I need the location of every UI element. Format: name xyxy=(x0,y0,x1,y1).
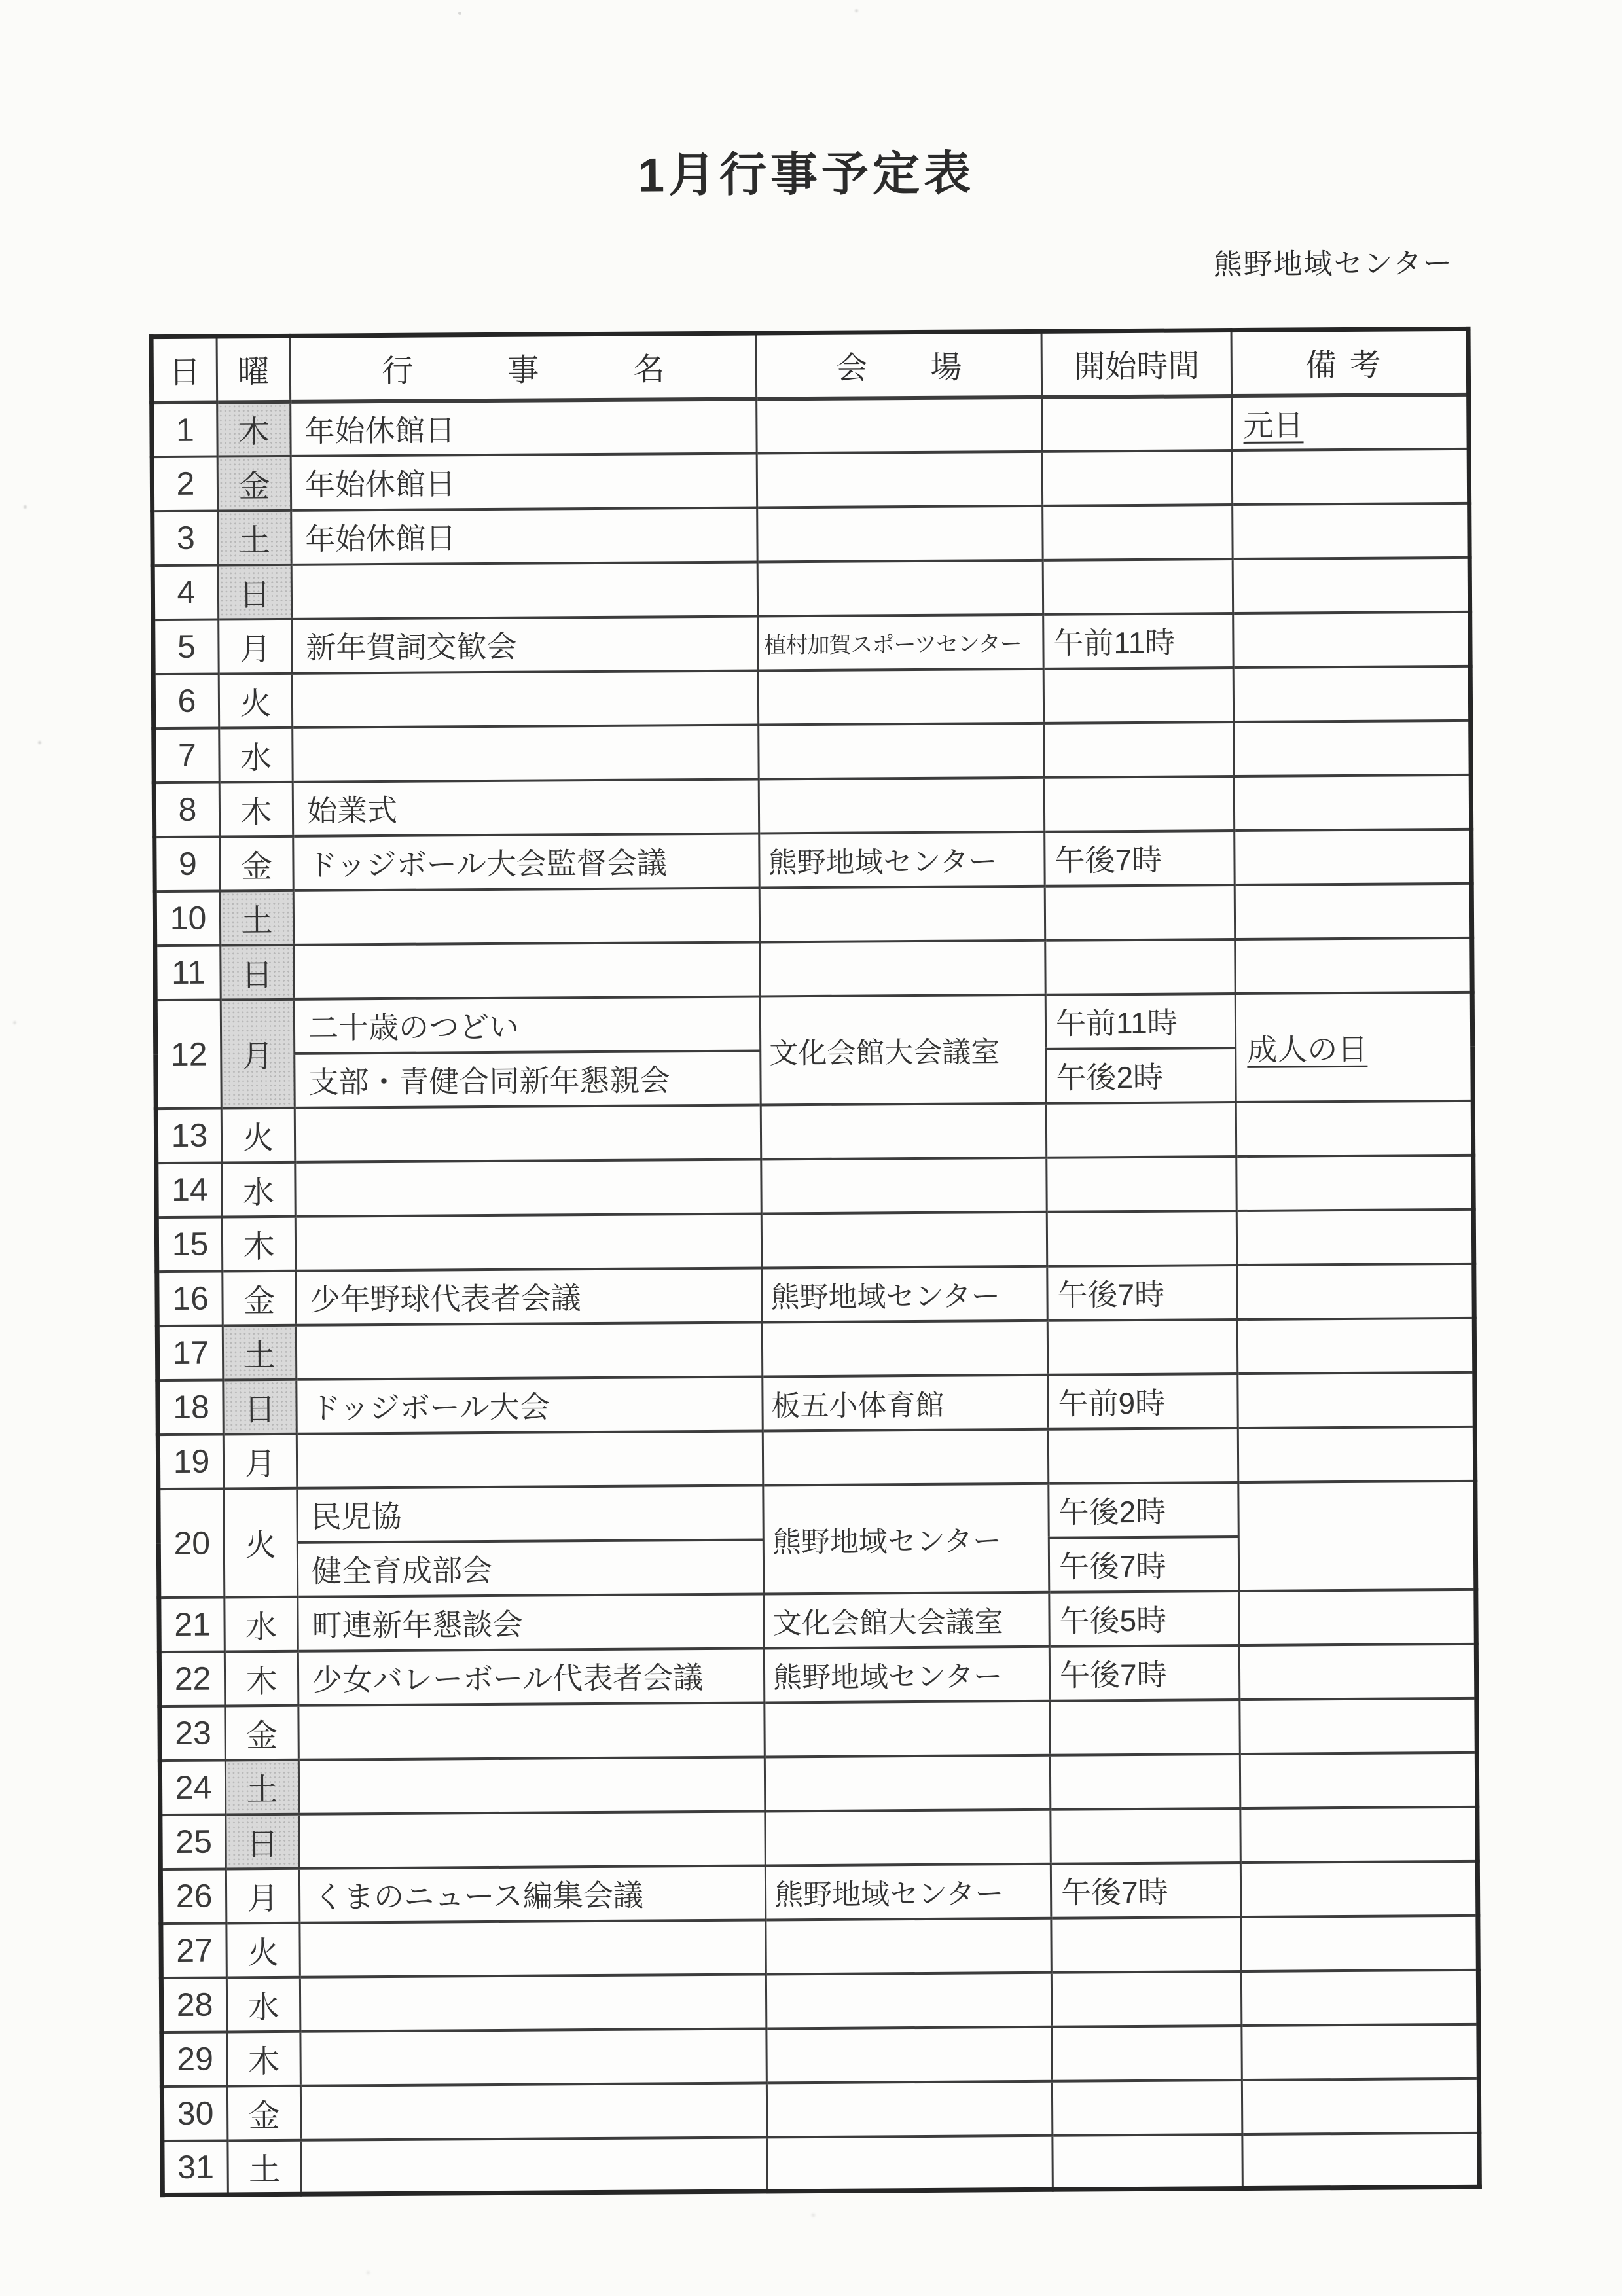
weekday-cell: 火 xyxy=(221,1107,295,1162)
event-cell: 始業式 xyxy=(293,779,759,836)
venue-cell: 文化会館大会議室 xyxy=(764,1592,1049,1648)
time-cell xyxy=(1050,1754,1240,1810)
venue-cell xyxy=(766,1918,1051,1974)
event-cell xyxy=(300,1920,766,1977)
remark-cell xyxy=(1236,1209,1474,1265)
venue-cell xyxy=(765,1700,1050,1757)
venue-cell xyxy=(763,1429,1048,1485)
time-cell: 午後7時 xyxy=(1049,1537,1239,1592)
weekday-cell: 日 xyxy=(221,944,295,999)
venue-cell: 熊野地域センター xyxy=(763,1483,1049,1594)
time-cell xyxy=(1043,559,1233,615)
time-cell: 午前11時 xyxy=(1045,994,1236,1049)
time-cell: 午後2時 xyxy=(1046,1048,1236,1103)
weekday-cell: 金 xyxy=(223,1270,297,1325)
day-cell: 25 xyxy=(160,1814,226,1869)
time-cell xyxy=(1043,668,1234,723)
table-row xyxy=(152,394,1469,456)
weekday-cell: 火 xyxy=(226,1922,300,1977)
table-row xyxy=(156,1155,1473,1217)
time-cell: 午後2時 xyxy=(1049,1482,1239,1538)
remark-cell xyxy=(1236,1100,1473,1156)
weekday-cell: 土 xyxy=(223,1325,297,1380)
time-cell: 午後7時 xyxy=(1051,1863,1241,1918)
time-cell xyxy=(1051,1917,1242,1973)
table-row xyxy=(153,557,1469,619)
event-cell xyxy=(295,1213,761,1270)
page-title: 1月行事予定表 xyxy=(638,147,975,202)
table-row xyxy=(162,2078,1479,2140)
time-cell xyxy=(1046,1102,1236,1158)
event-cell: 健全育成部会 xyxy=(297,1539,763,1596)
event-cell xyxy=(300,1974,766,2031)
day-cell: 8 xyxy=(154,782,220,837)
weekday-cell: 金 xyxy=(225,1705,299,1760)
schedule-table-body xyxy=(152,394,1480,2195)
weekday-cell: 木 xyxy=(217,401,291,456)
day-cell: 12 xyxy=(155,999,221,1109)
event-cell: 新年賀詞交歓会 xyxy=(292,616,758,673)
weekday-cell: 月 xyxy=(226,1868,300,1923)
day-cell: 20 xyxy=(158,1488,225,1598)
day-cell: 4 xyxy=(153,565,219,620)
remark-cell xyxy=(1238,1426,1475,1482)
weekday-cell: 日 xyxy=(218,564,292,619)
event-cell xyxy=(300,2028,766,2085)
weekday-cell: 土 xyxy=(228,2140,302,2195)
time-cell xyxy=(1042,396,1233,452)
time-cell xyxy=(1053,2134,1243,2190)
day-cell: 23 xyxy=(160,1706,226,1761)
table-row xyxy=(157,1318,1474,1380)
header-day: 日 xyxy=(151,336,217,403)
event-cell xyxy=(300,2083,766,2140)
remark-cell xyxy=(1233,666,1471,721)
event-cell: ドッジボール大会監督会議 xyxy=(293,833,759,890)
event-cell xyxy=(292,670,758,727)
time-cell xyxy=(1048,1428,1238,1484)
venue-cell: 植村加賀スポーツセンター xyxy=(758,614,1043,670)
time-cell xyxy=(1043,505,1233,560)
event-cell xyxy=(294,942,760,999)
event-cell xyxy=(298,1702,765,1759)
day-cell: 17 xyxy=(157,1325,223,1380)
day-cell: 16 xyxy=(157,1271,223,1326)
remark-cell xyxy=(1237,1318,1475,1373)
remark-cell xyxy=(1240,1752,1477,1808)
remark-cell xyxy=(1242,2078,1479,2134)
weekday-cell: 木 xyxy=(219,781,293,836)
header-remark: 備考 xyxy=(1231,329,1469,395)
venue-cell xyxy=(766,2026,1052,2083)
event-cell xyxy=(298,1757,765,1814)
time-cell xyxy=(1051,1971,1242,2027)
remark-cell xyxy=(1239,1643,1477,1699)
event-cell xyxy=(293,888,759,944)
time-cell: 午前9時 xyxy=(1048,1374,1238,1429)
event-cell: 支部・青健合同新年懇親会 xyxy=(295,1050,761,1107)
table-header xyxy=(151,329,1469,402)
remark-cell xyxy=(1233,557,1470,613)
venue-cell xyxy=(758,668,1043,725)
weekday-cell: 金 xyxy=(227,2085,301,2140)
remark-cell xyxy=(1236,1155,1474,1210)
day-cell: 11 xyxy=(155,945,221,1000)
event-cell: くまのニュース編集会議 xyxy=(299,1865,765,1922)
table-row xyxy=(153,611,1470,673)
day-cell: 19 xyxy=(158,1434,224,1489)
day-cell: 3 xyxy=(153,511,219,565)
time-cell xyxy=(1052,2026,1242,2081)
day-cell: 5 xyxy=(153,619,219,674)
time-cell xyxy=(1045,885,1235,941)
event-cell xyxy=(299,1811,765,1868)
venue-cell xyxy=(761,1103,1046,1159)
table-row xyxy=(161,1969,1478,2032)
remark-cell xyxy=(1241,1969,1479,2025)
weekday-cell: 土 xyxy=(218,510,292,565)
remark-cell xyxy=(1240,1698,1477,1753)
event-cell xyxy=(301,2137,767,2194)
time-cell xyxy=(1047,1157,1237,1212)
event-cell xyxy=(296,1322,762,1379)
schedule-table xyxy=(149,327,1482,2197)
event-cell xyxy=(293,725,759,781)
table-row xyxy=(160,1698,1477,1760)
event-cell: 年始休館日 xyxy=(291,453,757,510)
table-row xyxy=(159,1643,1476,1706)
venue-cell: 熊野地域センター xyxy=(764,1646,1049,1702)
header-row xyxy=(151,329,1469,402)
weekday-cell: 月 xyxy=(223,1433,297,1488)
venue-cell xyxy=(757,397,1042,453)
weekday-cell: 水 xyxy=(219,727,293,782)
table-row xyxy=(159,1589,1476,1651)
time-cell xyxy=(1052,2080,1242,2136)
time-cell: 午後5時 xyxy=(1049,1591,1240,1647)
weekday-cell: 月 xyxy=(219,619,293,673)
venue-cell xyxy=(760,940,1045,996)
venue-cell xyxy=(766,1972,1051,2028)
time-cell: 午後7時 xyxy=(1049,1645,1240,1701)
table-row xyxy=(155,992,1472,1054)
remark-cell xyxy=(1238,1372,1475,1427)
event-cell: 少女バレーボール代表者会議 xyxy=(298,1648,764,1705)
venue-cell: 熊野地域センター xyxy=(765,1863,1051,1920)
event-cell xyxy=(295,1159,761,1216)
remark-cell xyxy=(1234,774,1471,830)
table-row xyxy=(153,666,1470,728)
weekday-cell: 金 xyxy=(217,456,291,511)
venue-cell: 熊野地域センター xyxy=(762,1266,1047,1322)
remark-cell xyxy=(1237,1263,1475,1319)
venue-cell xyxy=(759,723,1044,779)
venue-cell xyxy=(759,777,1044,833)
weekday-cell: 日 xyxy=(226,1814,300,1869)
day-cell: 21 xyxy=(159,1597,225,1652)
time-cell xyxy=(1044,776,1235,832)
day-cell: 30 xyxy=(162,2086,228,2141)
venue-cell xyxy=(767,2135,1053,2191)
day-cell: 7 xyxy=(154,728,220,783)
table-row xyxy=(162,2132,1479,2195)
remark-cell xyxy=(1241,1915,1479,1971)
time-cell xyxy=(1051,1808,1241,1864)
table-row xyxy=(156,1209,1473,1271)
header-time: 開始時間 xyxy=(1041,331,1232,397)
day-cell: 31 xyxy=(162,2140,228,2195)
weekday-cell: 金 xyxy=(220,836,294,891)
header-weekday: 曜 xyxy=(217,336,291,402)
event-cell xyxy=(297,1431,763,1488)
venue-cell xyxy=(765,1755,1050,1811)
time-cell: 午前11時 xyxy=(1043,613,1234,669)
venue-cell: 熊野地域センター xyxy=(759,831,1045,888)
table-row xyxy=(154,720,1471,782)
day-cell: 22 xyxy=(159,1651,225,1706)
day-cell: 24 xyxy=(160,1760,226,1815)
venue-cell xyxy=(757,560,1043,616)
table-row xyxy=(160,1806,1477,1869)
weekday-cell: 火 xyxy=(219,673,293,728)
venue-cell xyxy=(765,1809,1051,1865)
weekday-cell: 水 xyxy=(222,1162,296,1217)
remark-cell xyxy=(1239,1589,1477,1645)
venue-cell xyxy=(757,505,1043,562)
remark-cell: 成人の日 xyxy=(1235,992,1473,1102)
day-cell: 9 xyxy=(154,836,221,891)
day-cell: 13 xyxy=(156,1108,222,1163)
table-row xyxy=(161,1915,1478,1977)
remark-cell xyxy=(1233,611,1471,667)
remark-cell xyxy=(1235,829,1472,884)
remark-cell xyxy=(1232,448,1469,504)
header-event: 行 事 名 xyxy=(290,333,757,401)
event-cell: 年始休館日 xyxy=(291,399,757,456)
venue-cell xyxy=(766,2081,1052,2137)
remark-cell xyxy=(1240,1806,1478,1862)
table-row xyxy=(154,829,1471,891)
table-row xyxy=(158,1372,1475,1434)
event-cell: 年始休館日 xyxy=(291,507,757,564)
time-cell: 午後7時 xyxy=(1045,831,1235,886)
venue-cell xyxy=(759,886,1045,942)
day-cell: 6 xyxy=(153,673,219,728)
remark-cell xyxy=(1235,937,1473,993)
day-cell: 27 xyxy=(161,1923,227,1978)
table-row xyxy=(154,883,1471,945)
table-row xyxy=(158,1426,1475,1488)
time-cell xyxy=(1050,1700,1240,1755)
weekday-cell: 日 xyxy=(223,1379,297,1434)
table-row xyxy=(160,1861,1477,1923)
weekday-cell: 水 xyxy=(226,1977,300,2032)
remark-cell xyxy=(1233,503,1470,558)
day-cell: 14 xyxy=(156,1162,223,1217)
weekday-cell: 火 xyxy=(224,1488,298,1597)
venue-cell xyxy=(762,1320,1047,1376)
table-row xyxy=(157,1263,1474,1325)
event-cell xyxy=(291,562,757,619)
remark-cell xyxy=(1242,2132,1480,2188)
day-cell: 15 xyxy=(156,1217,223,1272)
time-cell xyxy=(1045,939,1236,995)
remark-cell xyxy=(1238,1480,1476,1590)
weekday-cell: 木 xyxy=(222,1216,296,1271)
weekday-cell: 木 xyxy=(225,1651,298,1706)
time-cell xyxy=(1042,450,1233,506)
remark-cell xyxy=(1234,720,1471,776)
day-cell: 28 xyxy=(161,1977,227,2032)
table-row xyxy=(153,503,1469,565)
weekday-cell: 土 xyxy=(225,1759,299,1814)
time-cell xyxy=(1044,722,1235,778)
organization-label: 熊野地域センター xyxy=(1213,247,1454,281)
remark-cell: 元日 xyxy=(1232,394,1469,450)
event-cell: 二十歳のつどい xyxy=(294,996,760,1053)
table-row xyxy=(155,937,1472,999)
day-cell: 18 xyxy=(158,1380,224,1435)
remark-cell xyxy=(1235,883,1472,939)
event-cell: 民児協 xyxy=(297,1485,763,1542)
venue-cell: 板五小体育館 xyxy=(763,1374,1048,1431)
event-cell: 町連新年懇談会 xyxy=(298,1594,764,1651)
time-cell xyxy=(1047,1319,1238,1375)
venue-cell xyxy=(761,1157,1047,1213)
time-cell xyxy=(1047,1211,1237,1266)
table-row xyxy=(158,1480,1475,1543)
event-cell: ドッジボール大会 xyxy=(297,1376,763,1433)
venue-cell: 文化会館大会議室 xyxy=(760,994,1046,1105)
time-cell: 午後7時 xyxy=(1047,1265,1238,1321)
table-row xyxy=(162,2024,1479,2086)
day-cell: 29 xyxy=(162,2032,228,2087)
table-row xyxy=(152,448,1469,511)
venue-cell xyxy=(757,451,1042,507)
event-cell: 少年野球代表者会議 xyxy=(296,1268,762,1325)
day-cell: 1 xyxy=(152,402,218,457)
remark-cell xyxy=(1240,1861,1478,1916)
day-cell: 2 xyxy=(152,456,218,511)
weekday-cell: 水 xyxy=(225,1596,298,1651)
weekday-cell: 土 xyxy=(220,890,294,945)
day-cell: 10 xyxy=(154,891,221,946)
table-row xyxy=(156,1100,1473,1162)
weekday-cell: 月 xyxy=(221,999,295,1108)
weekday-cell: 木 xyxy=(227,2031,301,2086)
event-cell xyxy=(295,1105,761,1162)
venue-cell xyxy=(761,1211,1047,1268)
remark-cell xyxy=(1242,2024,1479,2079)
header-venue: 会 場 xyxy=(756,331,1042,399)
table-row xyxy=(154,774,1471,836)
day-cell: 26 xyxy=(160,1869,226,1924)
table-row xyxy=(160,1752,1477,1814)
